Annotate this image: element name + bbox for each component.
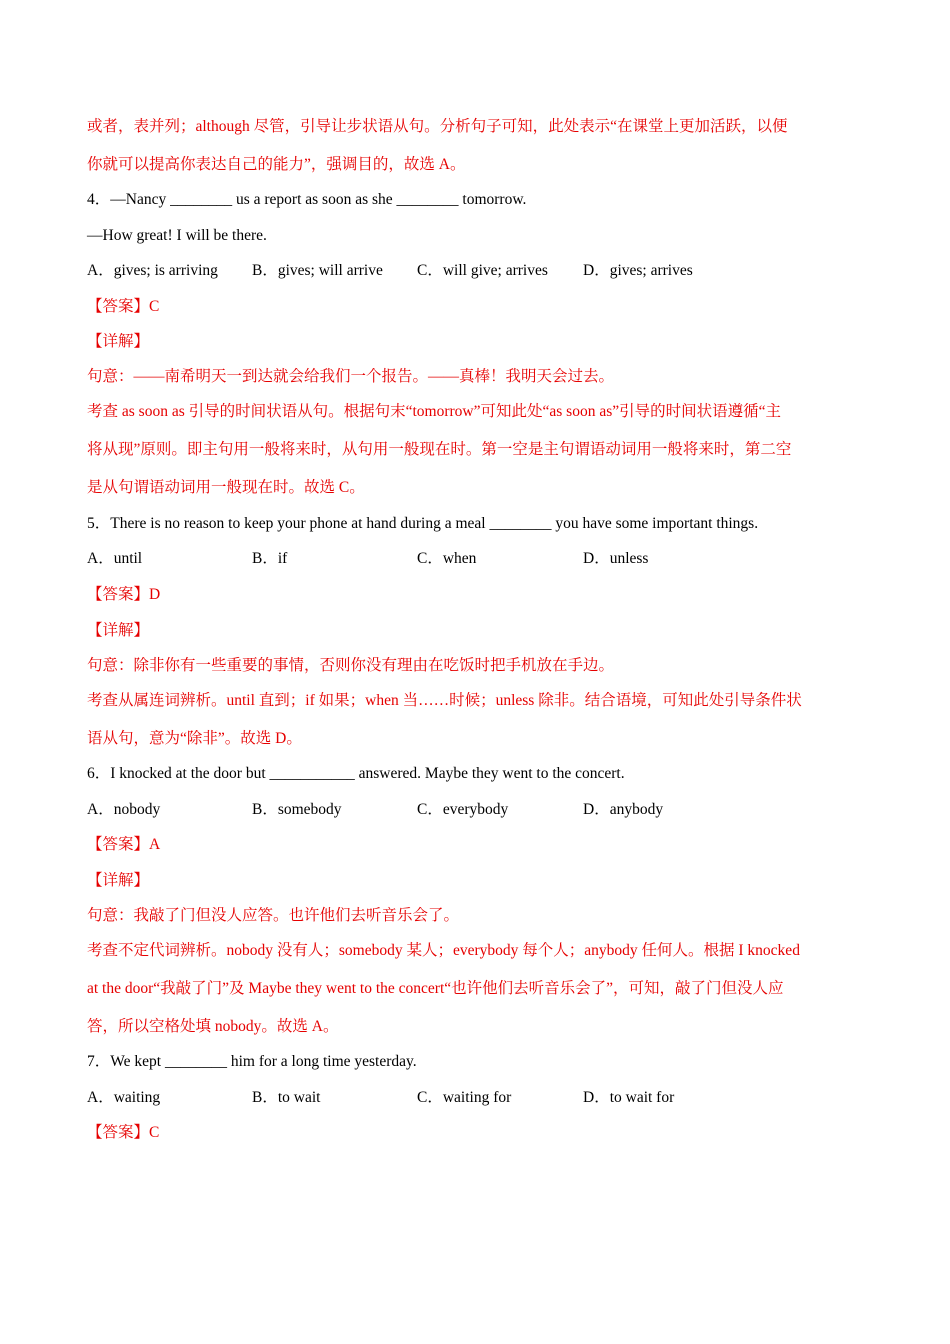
answer-label: 【答案】C (87, 298, 160, 315)
option-a: A．nobody (87, 801, 161, 818)
question-4-options (87, 261, 767, 281)
option-d: D．gives; arrives (583, 262, 693, 279)
explanation-line: 你就可以提高你表达自己的能力”，强调目的，故选 A。 (87, 156, 466, 173)
explanation-line: at the door“我敲了门”及 Maybe they went to the concert“也许他们去听音乐会了”，可知，敲了门但没人应 (87, 980, 784, 997)
explanation-line: 或者，表并列；although 尽管，引导让步状语从句。分析句子可知，此处表示“在课堂上更加活跃，以便 (87, 118, 788, 135)
option-d: D．anybody (583, 801, 664, 818)
option-c: C．will give; arrives (417, 262, 548, 279)
question-4-reply: —How great! I will be there. (87, 227, 267, 244)
explanation-line: 考查不定代词辨析。nobody 没有人；somebody 某人；everybody 每个人；anybody 任何人。根据 I knocked (87, 942, 800, 959)
option-a: A．waiting (87, 1089, 161, 1106)
option-d: D．unless (583, 550, 649, 567)
meaning-line: 句意：我敲了门但没人应答。也许他们去听音乐会了。 (87, 907, 460, 924)
detail-label: 【详解】 (87, 333, 150, 350)
question-6: 6．I knocked at the door but ___________ answered. Maybe they went to the concert. (87, 765, 625, 782)
question-5: 5．There is no reason to keep your phone at hand during a meal ________ you have some important things. (87, 515, 759, 532)
question-5-options (87, 549, 767, 569)
question-7: 7．We kept ________ him for a long time yesterday. (87, 1053, 417, 1070)
option-c: C．waiting for (417, 1089, 512, 1106)
meaning-line: 句意：除非你有一些重要的事情，否则你没有理由在吃饭时把手机放在手边。 (87, 657, 615, 674)
explanation-line: 考查从属连词辨析。until 直到；if 如果；when 当……时候；unless 除非。结合语境，可知此处引导条件状 (87, 692, 802, 709)
question-6-options (87, 800, 767, 820)
option-c: C．everybody (417, 801, 509, 818)
detail-label: 【详解】 (87, 622, 150, 639)
question-7-options (87, 1088, 767, 1108)
detail-label: 【详解】 (87, 872, 150, 889)
answer-label: 【答案】A (87, 836, 161, 853)
explanation-line: 是从句谓语动词用一般现在时。故选 C。 (87, 479, 365, 496)
option-a: A．gives; is arriving (87, 262, 218, 279)
explanation-line: 将从现”原则。即主句用一般将来时，从句用一般现在时。第一空是主句谓语动词用一般将来时，第二空 (87, 441, 792, 458)
explanation-line: 语从句，意为“除非”。故选 D。 (87, 730, 302, 747)
option-b: B．to wait (252, 1089, 321, 1106)
option-a: A．until (87, 550, 143, 567)
option-b: B．somebody (252, 801, 342, 818)
explanation-line: 考查 as soon as 引导的时间状语从句。根据句末“tomorrow”可知此处“as soon as”引导的时间状语遵循“主 (87, 403, 781, 420)
answer-label: 【答案】C (87, 1124, 160, 1141)
option-c: C．when (417, 550, 477, 567)
meaning-line: 句意：——南希明天一到达就会给我们一个报告。——真棒！我明天会过去。 (87, 368, 615, 385)
question-4: 4．—Nancy ________ us a report as soon as she ________ tomorrow. (87, 191, 527, 208)
option-b: B．gives; will arrive (252, 262, 383, 279)
option-b: B．if (252, 550, 288, 567)
explanation-line: 答，所以空格处填 nobody。故选 A。 (87, 1018, 339, 1035)
answer-label: 【答案】D (87, 586, 161, 603)
option-d: D．to wait for (583, 1089, 675, 1106)
